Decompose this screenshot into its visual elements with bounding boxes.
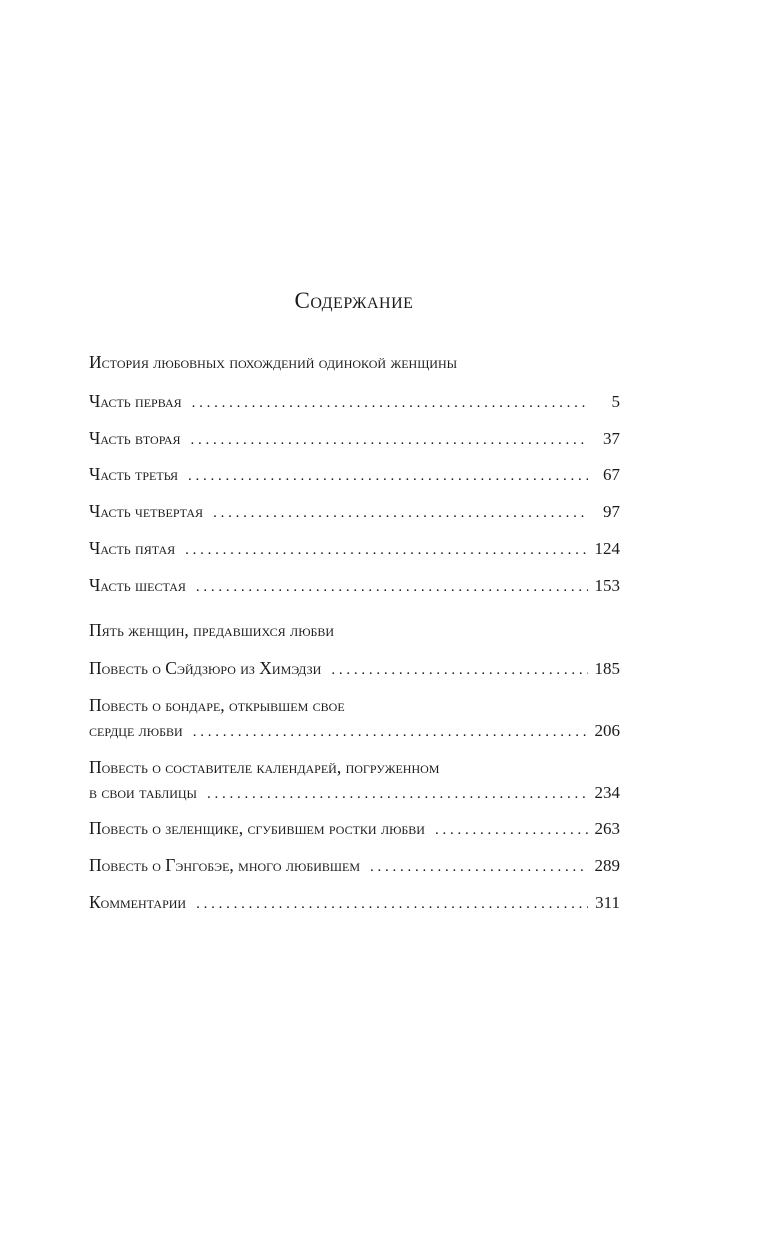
toc-entry-label: сердце любви <box>89 720 183 740</box>
toc-entry-page: 67 <box>603 465 620 484</box>
toc-entry-label-line1: Повесть о составителе календарей, погруженном <box>89 757 440 777</box>
toc-entry-label: Часть первая <box>89 391 182 411</box>
toc-entry-story-2[interactable] <box>89 693 620 745</box>
toc-entry-part-4[interactable] <box>89 499 620 526</box>
toc-entry-label: Часть четвертая <box>89 501 204 521</box>
toc-entry-label-line1: Повесть о бондаре, открывшем свое <box>89 695 345 715</box>
dot-leader <box>193 720 588 745</box>
toc-entry-page: 263 <box>594 819 620 838</box>
dot-leader <box>188 464 588 489</box>
dot-leader <box>331 658 588 683</box>
dot-leader <box>370 855 588 880</box>
dot-leader <box>435 818 588 843</box>
toc-entry-label: Часть третья <box>89 464 178 484</box>
toc-entry-label: Повесть о зеленщике, сгубившем ростки любви <box>89 818 425 838</box>
page-title: Содержание <box>294 288 414 313</box>
toc-entry-page: 185 <box>594 659 620 678</box>
dot-leader <box>191 428 588 453</box>
toc-entry-story-3[interactable] <box>89 755 620 807</box>
toc-entry-page: 124 <box>594 539 620 558</box>
toc-entry-label: Комментарии <box>89 892 187 912</box>
toc-entry-page: 37 <box>603 429 620 448</box>
section-heading-2: Пять женщин, предавшихся любви <box>89 620 335 640</box>
dot-leader <box>196 575 588 600</box>
dot-leader <box>207 782 588 807</box>
toc-entry-label: Часть вторая <box>89 428 181 448</box>
toc-entry-label: Часть шестая <box>89 575 186 595</box>
toc-entry-page: 153 <box>594 576 620 595</box>
toc-entry-story-1[interactable] <box>89 656 620 683</box>
toc-entry-label: в свои таблицы <box>89 782 198 802</box>
toc-entry-page: 289 <box>594 856 620 875</box>
toc-entry-part-1[interactable] <box>89 389 620 416</box>
toc-entry-page: 5 <box>611 392 620 411</box>
toc-entry-page: 311 <box>595 893 620 912</box>
toc-entry-part-3[interactable] <box>89 462 620 489</box>
dot-leader <box>185 538 588 563</box>
toc-entry-part-5[interactable] <box>89 536 620 563</box>
toc-entry-label: Часть пятая <box>89 538 176 558</box>
toc-entry-label: Повесть о Сэйдзюро из Химэдзи <box>89 658 322 678</box>
toc-entry-page: 206 <box>594 721 620 740</box>
section-heading-1: История любовных похождений одинокой женщины <box>89 352 458 372</box>
toc-entry-page: 234 <box>594 783 620 802</box>
toc-entry-page: 97 <box>603 502 620 521</box>
toc-entry-story-5[interactable] <box>89 853 620 880</box>
dot-leader <box>196 892 588 917</box>
toc-entry-comments[interactable] <box>89 890 620 917</box>
toc-entry-part-2[interactable] <box>89 426 620 453</box>
toc-entry-story-4[interactable] <box>89 816 620 843</box>
toc-entry-label: Повесть о Гэнгобэе, много любившем <box>89 855 361 875</box>
dot-leader <box>213 501 588 526</box>
toc-entry-part-6[interactable] <box>89 573 620 600</box>
dot-leader <box>192 391 588 416</box>
